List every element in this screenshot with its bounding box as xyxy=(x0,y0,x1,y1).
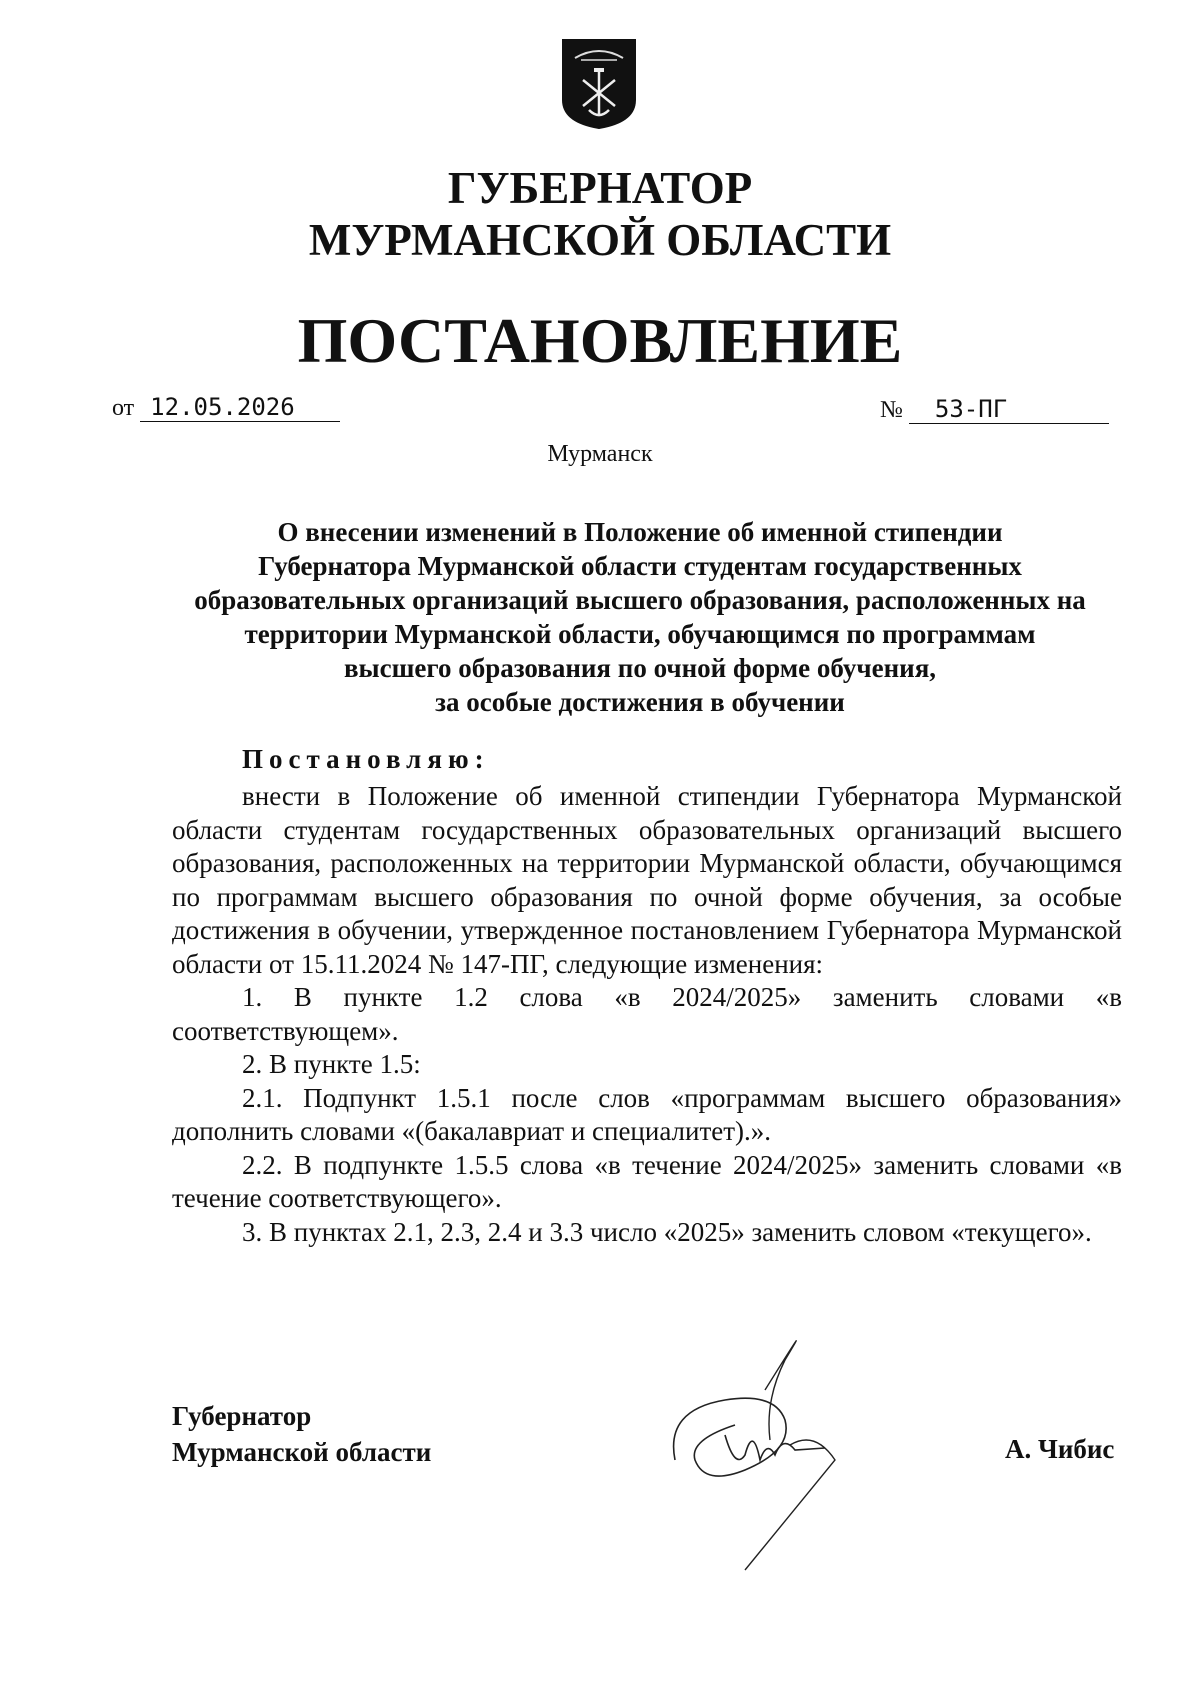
document-title xyxy=(160,515,1120,719)
number-field xyxy=(880,395,1109,424)
body-paragraph: 1. В пункте 1.2 слова «в 2024/2025» заменить словами «в соответствующем». xyxy=(172,982,1122,1046)
number-value: 53-ПГ xyxy=(909,395,1109,424)
title-line: О внесении изменений в Положение об именной стипендии xyxy=(277,517,1003,547)
body-paragraph: 2.2. В подпункте 1.5.5 слова «в течение 2024/2025» заменить словами «в течение соответствующего». xyxy=(172,1149,1122,1213)
signatory-position xyxy=(172,1398,431,1470)
signatory-name: А. Чибис xyxy=(1005,1434,1115,1464)
resolve-word: Постановляю: xyxy=(242,744,490,774)
date-value: 12.05.2026 xyxy=(140,393,340,422)
title-line: территории Мурманской области, обучающимся по программам xyxy=(244,619,1036,649)
title-line: Губернатора Мурманской области студентам государственных xyxy=(258,551,1022,581)
title-line: образовательных организаций высшего образования, расположенных на xyxy=(194,585,1086,615)
position-line-1: Губернатор xyxy=(172,1401,312,1431)
city-label: Мурманск xyxy=(547,441,653,467)
title-line: за особые достижения в обучении xyxy=(435,687,845,717)
document-type-heading: ПОСТАНОВЛЕНИЕ xyxy=(297,305,903,376)
document-body xyxy=(172,780,1122,1249)
date-prefix: от xyxy=(112,395,135,421)
coat-of-arms-emblem xyxy=(561,38,637,130)
authority-line-1: ГУБЕРНАТОР xyxy=(447,163,753,213)
number-prefix: № xyxy=(880,397,903,423)
body-paragraph: 3. В пунктах 2.1, 2.3, 2.4 и 3.3 число «2025» заменить словом «текущего». xyxy=(242,1216,1092,1247)
date-field xyxy=(112,393,340,422)
authority-heading xyxy=(0,162,1200,266)
handwritten-signature xyxy=(665,1330,890,1580)
body-paragraph: 2. В пункте 1.5: xyxy=(242,1049,421,1079)
authority-line-2: МУРМАНСКОЙ ОБЛАСТИ xyxy=(308,215,892,265)
body-paragraph: внести в Положение об именной стипендии Губернатора Мурманской области студентам государственных образовательных организаций высшего образования, расположенных на территории Мурманской области, обучающимся по программам высшего образования по очной форме обучения, за особые достижения в обучении, утвержденное постановлением Губернатора Мурманской области от 15.11.2024 № 147-ПГ, следующие изменения: xyxy=(172,781,1122,979)
body-paragraph: 2.1. Подпункт 1.5.1 после слов «программам высшего образования» дополнить словами «(бакалавриат и специалитет).». xyxy=(172,1082,1122,1146)
position-line-2: Мурманской области xyxy=(172,1437,432,1467)
title-line: высшего образования по очной форме обучения, xyxy=(343,653,937,683)
